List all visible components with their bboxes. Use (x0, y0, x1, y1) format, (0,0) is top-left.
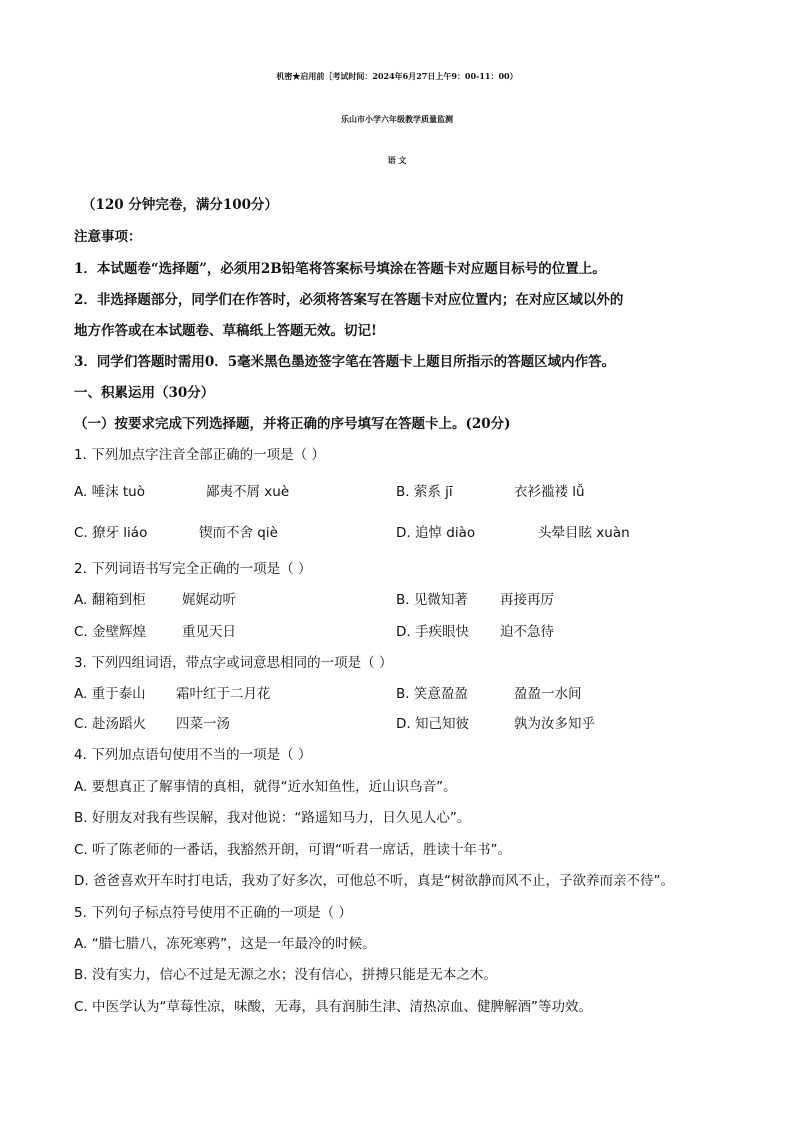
question-2-stem: 2. 下列词语书写完全正确的一项是（ ） (74, 561, 312, 577)
q4-option-c: C. 听了陈老师的一番话，我豁然开朗，可谓“听君一席话，胜读十年书”。 (74, 842, 511, 858)
q4-option-a: A. 要想真正了解事情的真相，就得“近水知鱼性，近山识鸟音”。 (74, 779, 457, 795)
q1-option-d-word: D. 追悼 diào (396, 525, 476, 541)
q3-option-b-word2: 盈盈一水间 (514, 686, 582, 702)
q2-option-d-word: D. 手疾眼快 (396, 624, 469, 640)
question-4-stem: 4. 下列加点语句使用不当的一项是（ ） (74, 747, 312, 763)
q1-option-c-word2: 锲而不舍 qiè (199, 525, 278, 541)
q3-option-a-word2: 霜叶红于二月花 (176, 686, 271, 702)
notice-item-1: 1．本试题卷“选择题”，必须用2B铅笔将答案标号填涂在答题卡对应题目标号的位置上。 (74, 261, 606, 277)
q3-option-b-word: B. 笑意盈盈 (396, 686, 468, 702)
q3-option-d-word: D. 知己知彼 (396, 716, 469, 732)
q2-option-d-word2: 迫不急待 (500, 624, 554, 640)
q2-option-b-word: B. 见微知著 (396, 592, 468, 608)
notice-heading: 注意事项： (74, 229, 142, 245)
q5-option-c: C. 中医学认为“草莓性凉，味酸，无毒，具有润肺生津、清热凉血、健脾解酒”等功效。 (74, 999, 592, 1015)
q1-option-b-word2: 衣衫褴褛 lǚ (514, 484, 585, 500)
q2-option-c-word2: 重见天日 (182, 624, 236, 640)
notice-item-2: 2．非选择题部分，同学们在作答时，必须将答案写在答题卡对应位置内；在对应区域以外的 (74, 292, 624, 308)
notice-item-2-cont: 地方作答或在本试题卷、草稿纸上答题无效。切记! (74, 323, 377, 339)
q3-option-c-word2: 四菜一汤 (176, 716, 230, 732)
q4-option-d: D. 爸爸喜欢开车时打电话，我劝了好多次，可他总不听，真是“树欲静而风不止，子欲养而亲不待”。 (74, 873, 674, 889)
q2-option-a-word: A. 翻箱到柜 (74, 592, 146, 608)
q1-option-b-word: B. 萦系 jī (396, 484, 453, 500)
question-3-stem: 3. 下列四组词语，带点字或词意思相同的一项是（ ） (74, 655, 393, 671)
q1-option-a-word2: 鄙夷不屑 xuè (206, 484, 290, 500)
q5-option-a: A. “腊七腊八，冻死寒鸦”，这是一年最冷的时候。 (74, 936, 376, 952)
subject-title: 语 文 (387, 155, 407, 165)
q2-option-a-word2: 娓娓动听 (182, 592, 236, 608)
section-heading: 一、积累运用（30分） (74, 385, 215, 401)
q5-option-b: B. 没有实力，信心不过是无源之水；没有信心，拼搏只能是无本之木。 (74, 967, 497, 983)
q1-option-d-word2: 头晕目眩 xuàn (538, 525, 630, 541)
q1-option-c-word: C. 獠牙 liáo (74, 525, 148, 541)
question-5-stem: 5. 下列句子标点符号使用不正确的一项是（ ） (74, 905, 352, 921)
q4-option-b: B. 好朋友对我有些误解，我对他说：“路遥知马力，日久见人心”。 (74, 810, 471, 826)
subsection-heading: （一）按要求完成下列选择题，并将正确的序号填写在答题卡上。(20分) (74, 416, 511, 432)
q3-option-a-word: A. 重于泰山 (74, 686, 146, 702)
question-1-stem: 1. 下列加点字注音全部正确的一项是（ ） (74, 447, 325, 463)
q3-option-c-word: C. 赴汤蹈火 (74, 716, 147, 732)
notice-item-3: 3．同学们答题时需用0．5毫米黑色墨迹签字笔在答题卡上题目所指示的答题区域内作答。 (74, 354, 616, 370)
q2-option-b-word2: 再接再厉 (500, 592, 554, 608)
q3-option-d-word2: 孰为汝多知乎 (514, 716, 595, 732)
secret-line: 机密★启用前［考试时间：2024年6月27日上午9：00-11：00） (276, 71, 518, 81)
exam-info: （120 分钟完卷，满分100分） (82, 197, 279, 213)
page-title: 乐山市小学六年级教学质量监测 (341, 114, 453, 124)
q2-option-c-word: C. 金壁辉煌 (74, 624, 147, 640)
q1-option-a-word: A. 唾沫 tuò (74, 484, 145, 500)
